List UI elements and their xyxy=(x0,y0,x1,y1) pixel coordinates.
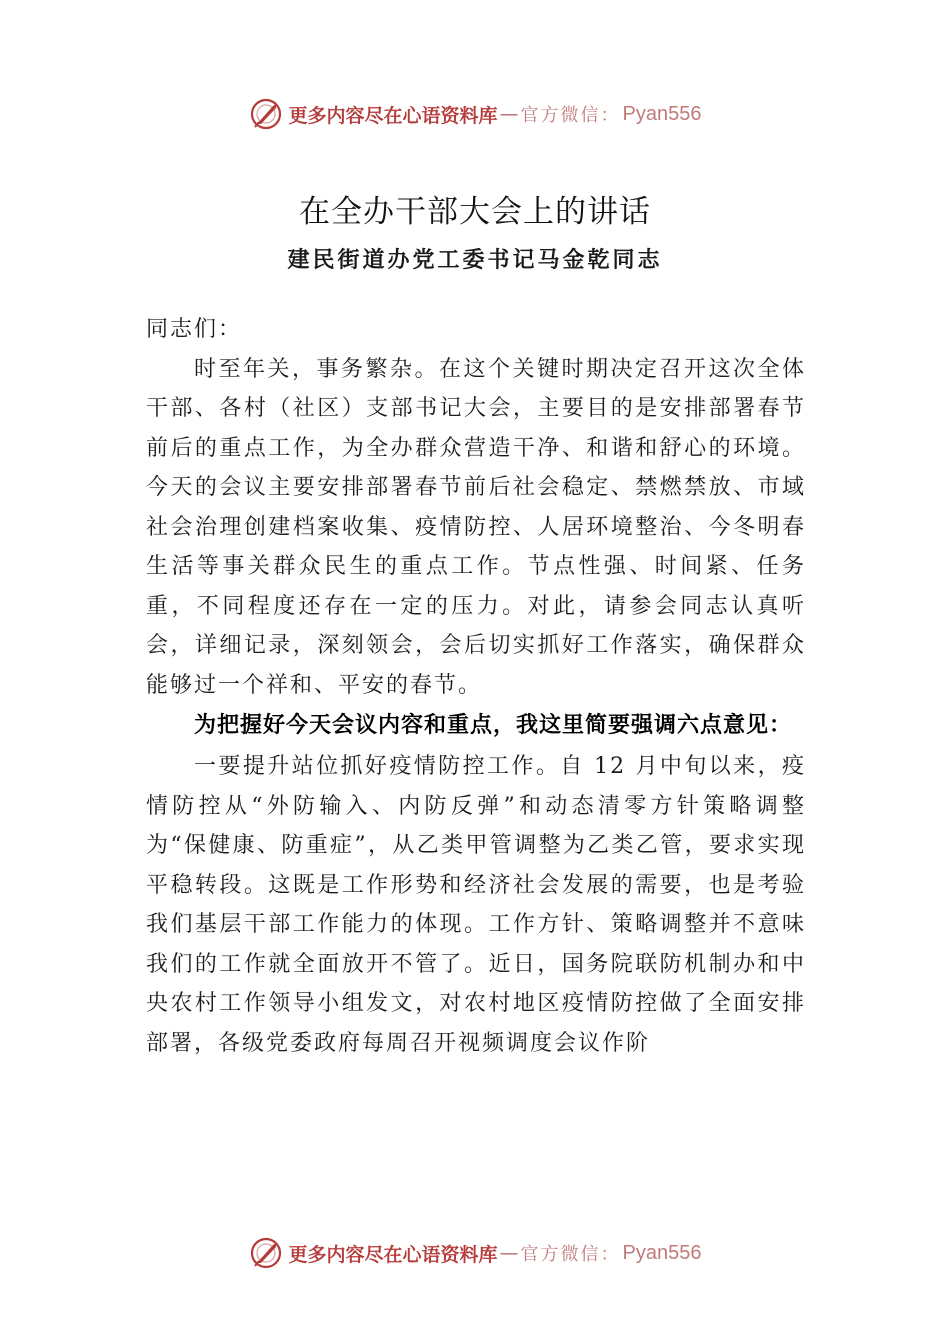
document-title: 在全办干部大会上的讲话 xyxy=(299,194,651,230)
paragraph-intro: 时至年关，事务繁杂。在这个关键时期决定召开这次全体干部、各村（社区）支部书记大会，主要目的是安排部署春节前后的重点工作，为全办群众营造干净、和谐和舒心的环境。今天的会议主要安排部署春节前后社会稳定、禁燃禁放、市域社会治理创建档案收集、疫情防控、人居环境整治、今冬明春生活等事关群众民生的重点工作。节点性强、时间紧、任务重，不同程度还存在一定的压力。对此，请参会同志认真听会，详细记录，深刻领会，会后切实抓好工作落实，确保群众能够过一个祥和、平安的春节。 xyxy=(146,356,806,698)
wechat-label: 官方微信： xyxy=(520,105,621,126)
salutation: 同志们： xyxy=(146,317,243,342)
separator-dash: — xyxy=(499,103,519,125)
header-watermark-banner xyxy=(0,94,950,134)
brand-text: 更多内容尽在心语资料库 xyxy=(288,104,498,127)
brand-text: 更多内容尽在心语资料库 xyxy=(288,1243,498,1266)
document-body xyxy=(146,310,806,1063)
wechat-id: Pyan556 xyxy=(622,1241,702,1264)
separator-dash: — xyxy=(499,1242,519,1264)
quill-pen-logo-icon xyxy=(249,97,283,131)
paragraph-point-one: 一要提升站位抓好疫情防控工作。自 12 月中旬以来，疫情防控从“外防输入、内防反弹”和动态清零方针策略调整为“保健康、防重症”，从乙类甲管调整为乙类乙管，要求实现平稳转段。这既是工作形势和经济社会发展的需要，也是考验我们基层干部工作能力的体现。工作方针、策略调整并不意味我们的工作就全面放开不管了。近日，国务院联防机制办和中央农村工作领导小组发文，对农村地区疫情防控做了全面安排部署，各级党委政府每周召开视频调度会议作阶 xyxy=(146,754,806,1056)
document-subtitle: 建民街道办党工委书记马金乾同志 xyxy=(287,247,663,273)
wechat-id: Pyan556 xyxy=(622,102,702,125)
quill-pen-logo-icon xyxy=(249,1236,283,1270)
paragraph-emphasis: 为把握好今天会议内容和重点，我这里简要强调六点意见： xyxy=(194,713,793,738)
footer-watermark-banner xyxy=(0,1233,950,1273)
wechat-label: 官方微信： xyxy=(520,1244,621,1265)
